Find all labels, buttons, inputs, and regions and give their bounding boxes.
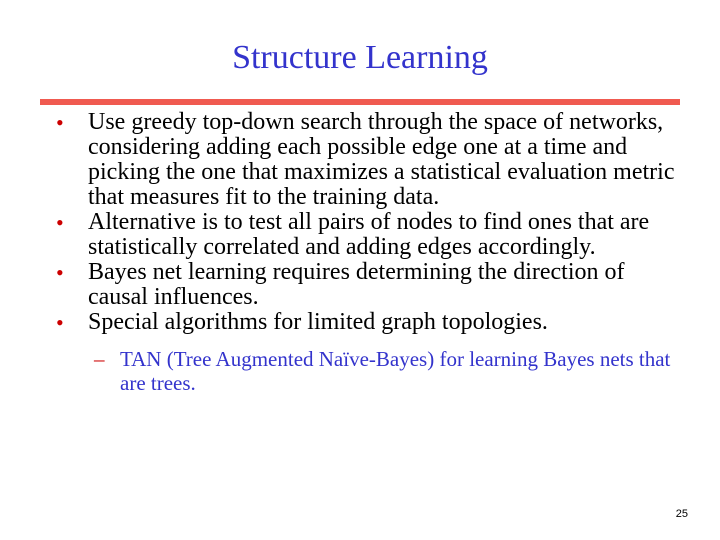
sub-bullet-text: TAN (Tree Augmented Naïve-Bayes) for learning Bayes nets that are trees. (120, 347, 671, 395)
sub-bullet-list (88, 347, 676, 395)
sub-bullet-marker: – (94, 347, 105, 371)
bullet-marker: • (56, 110, 64, 135)
slide-number: 25 (675, 508, 688, 520)
sub-bullet-item (94, 347, 676, 395)
bullet-text: Use greedy top-down search through the space of networks, considering adding each possible edge one at a time and picking the one that maximizes a statistical evaluation metric that measures fit to the training data. (88, 109, 675, 210)
bullet-marker: • (56, 210, 64, 235)
bullet-text: Alternative is to test all pairs of nodes to find ones that are statistically correlated and adding edges accordingly. (88, 209, 650, 260)
bullet-item (56, 260, 676, 310)
bullet-item (56, 210, 676, 260)
bullet-list (56, 110, 676, 395)
slide-title: Structure Learning (232, 39, 488, 76)
title-underline-rule (40, 99, 680, 105)
bullet-item (56, 110, 676, 210)
bullet-item (56, 310, 676, 395)
bullet-text: Special algorithms for limited graph topologies. (88, 309, 548, 335)
bullet-marker: • (56, 310, 64, 335)
bullet-text: Bayes net learning requires determining the direction of causal influences. (88, 259, 625, 310)
bullet-marker: • (56, 260, 64, 285)
